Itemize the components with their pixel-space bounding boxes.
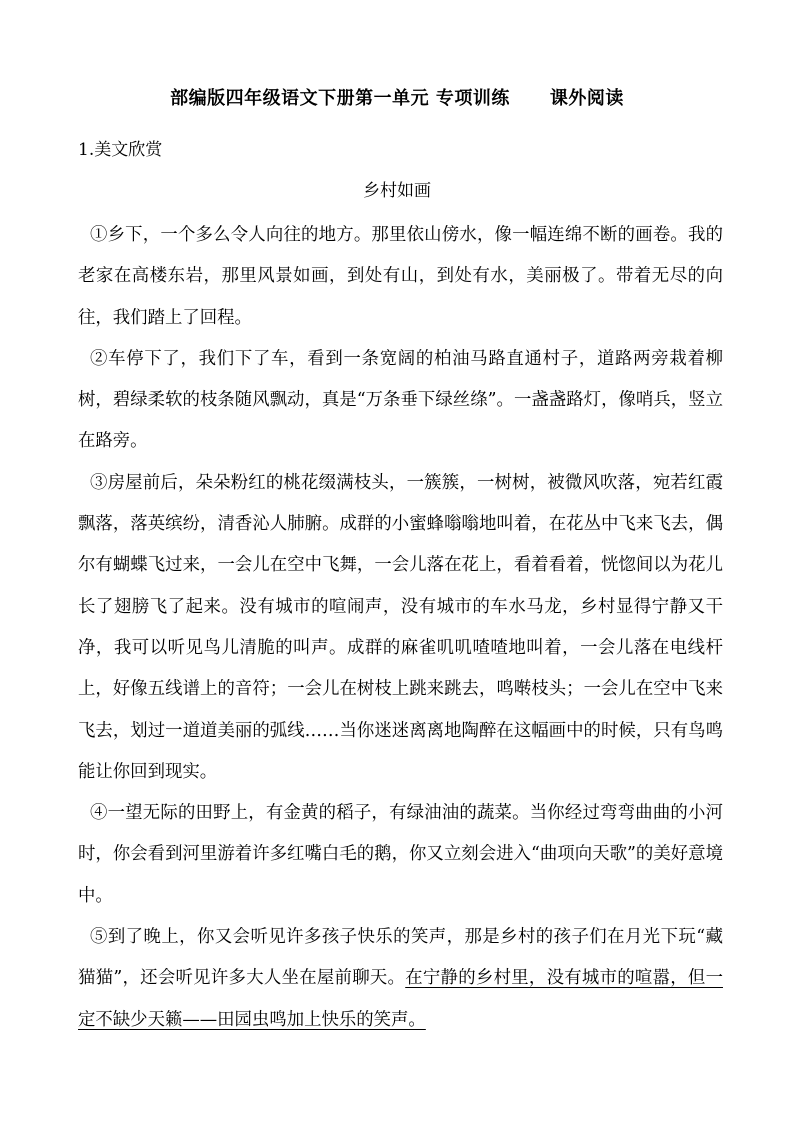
page-title — [0, 84, 794, 110]
paragraph-number: ⑤ — [90, 927, 108, 948]
title-main: 部编版四年级语文下册第一单元 专项训练 — [170, 88, 510, 109]
paragraph-text: 车停下了，我们下了车，看到一条宽阔的柏油马路直通村子，道路两旁栽着柳树，碧绿柔软的枝条随风飘动，真是“万条垂下绿丝绦”。一盏盏路灯，像哨兵，竖立在路旁。 — [78, 348, 723, 452]
paragraph-2 — [78, 339, 723, 463]
section-label: 1.美文欣赏 — [78, 140, 163, 160]
paragraph-number: ④ — [90, 803, 108, 824]
paragraph-text: 到了晚上，你又会听见许多孩子快乐的笑声，那是乡村的孩子们在月光下玩“藏猫猫”，还会听见许多大人坐在屋前聊天。 — [78, 927, 723, 989]
paragraph-number: ① — [90, 225, 108, 245]
paragraph-3 — [78, 463, 723, 793]
paragraph-text: 房屋前后，朵朵粉红的桃花缀满枝头，一簇簇，一树树，被微风吹落，宛若红霞飘落，落英缤纷，清香沁人肺腑。成群的小蜜蜂嗡嗡地叫着，在花丛中飞来飞去，偶尔有蝴蝶飞过来，一会儿在空中飞舞，一会儿落在花上，看着看着，恍惚间以为花儿长了翅膀飞了起来。没有城市的喧闹声，没有城市的车水马龙，乡村显得宁静又干净，我可以听见鸟儿清脆的叫声。成群的麻雀叽叽喳喳地叫着，一会儿落在电线杆上，好像五线谱上的音符；一会儿在树枝上跳来跳去，鸣啭枝头；一会儿在空中飞来飞去，划过一道道美丽的弧线……当你迷迷离离地陶醉在这幅画中的时候，只有鸟鸣能让你回到现实。 — [78, 472, 723, 782]
title-sub: 课外阅读 — [549, 88, 624, 109]
paragraph-1 — [78, 215, 723, 339]
underlined-sentence: 在宁静的乡村里，没有城市的喧嚣，但一定不缺少天籁——田园虫鸣加上快乐的笑声。 — [78, 968, 723, 1030]
article-title: 乡村如画 — [363, 181, 431, 201]
paragraph-4 — [78, 793, 723, 917]
paragraph-5 — [78, 917, 723, 1041]
paragraph-number: ③ — [90, 472, 108, 493]
paragraph-number: ② — [90, 348, 109, 369]
paragraph-text: 乡下，一个多么令人向往的地方。那里依山傍水，像一幅连绵不断的画卷。我的老家在高楼东岩，那里风景如画，到处有山，到处有水，美丽极了。带着无尽的向往，我们踏上了回程。 — [78, 225, 723, 328]
paragraph-text: 一望无际的田野上，有金黄的稻子，有绿油油的蔬菜。当你经过弯弯曲曲的小河时，你会看到河里游着许多红嘴白毛的鹅，你又立刻会进入“曲项向天歌”的美好意境中。 — [78, 803, 723, 906]
article-body — [78, 215, 723, 1041]
